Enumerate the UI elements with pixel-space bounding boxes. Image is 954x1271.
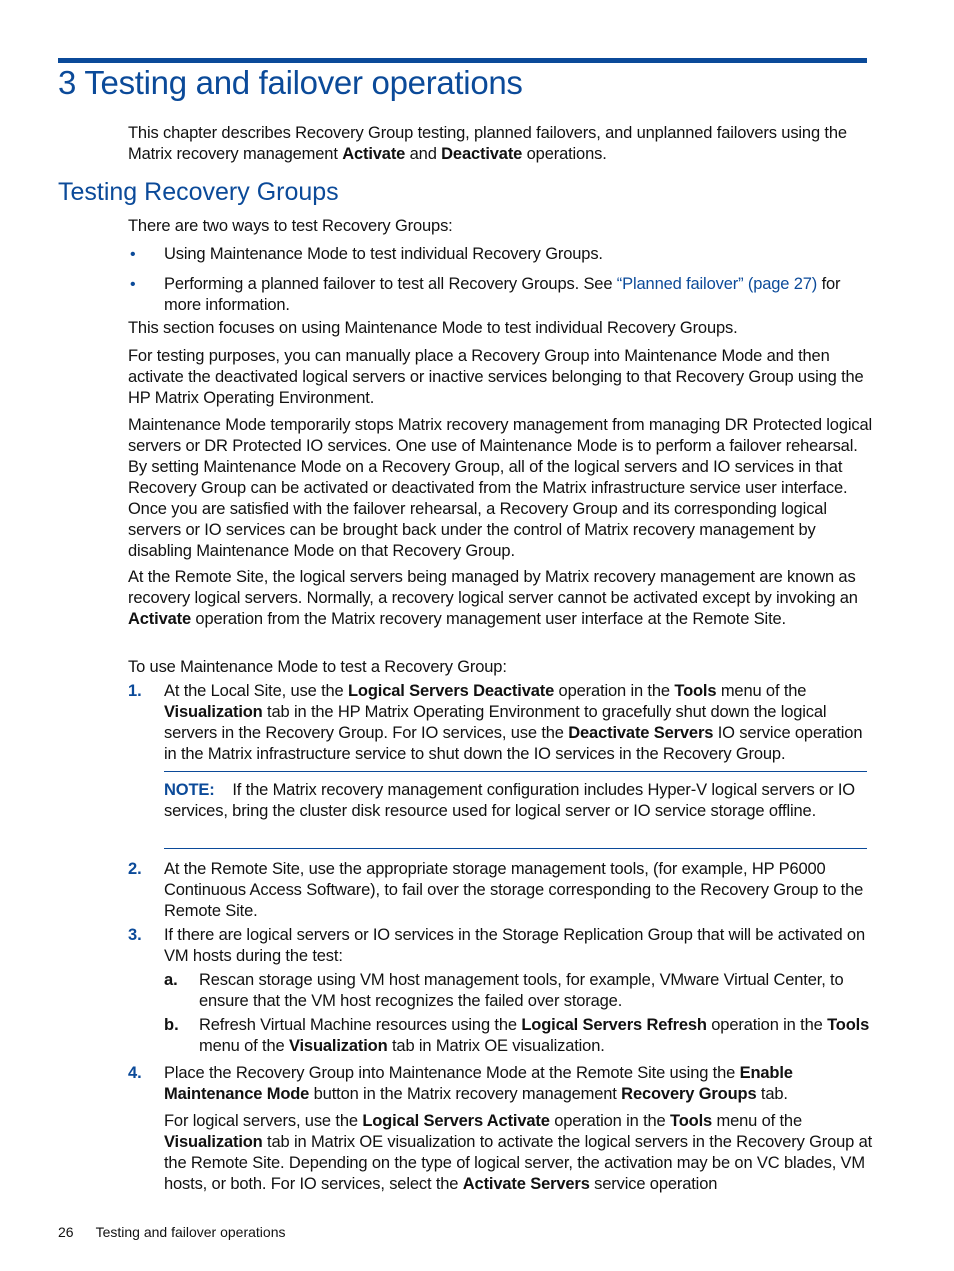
note-text: If the Matrix recovery management configuration includes Hyper-V logical servers or IO services, bring the cluster disk resource used for logical server or IO service storage offline. [164,781,855,820]
ways-intro: There are two ways to test Recovery Groups: [128,217,453,235]
page-number: 26 [58,1224,74,1240]
substep-label: a. [164,971,178,989]
bullet-item-2: Performing a planned failover to test all Recovery Groups. See “Planned failover” (page 27) for more information. [164,275,841,314]
bullet-item-1: Using Maintenance Mode to test individual Recovery Groups. [164,245,603,263]
section-title: Testing Recovery Groups [58,178,339,206]
substep-label: b. [164,1016,179,1034]
maintenance-mode-paragraph: Maintenance Mode temporarily stops Matrix recovery management from managing DR Protected logical servers or DR Protected IO services. One use of Maintenance Mode is to perform a failover rehearsal. By setting Maintenance Mode on a Recovery Group, all of the logical servers and IO services in that Recovery Group can be activated or deactivated from the Matrix infrastructure service user interface. Once you are satisfied with the failover rehearsal, a Recovery Group and its corresponding logical servers or IO services can be brought back under the control of Matrix recovery management by disabling Maintenance Mode on that Recovery Group. [128,416,873,560]
note-box [164,780,874,822]
focus-paragraph: This section focuses on using Maintenance Mode to test individual Recovery Groups. [128,319,738,337]
step-3-text: If there are logical servers or IO services in the Storage Replication Group that will be activated on VM hosts during the test: [164,926,865,965]
step-4-text: Place the Recovery Group into Maintenance Mode at the Remote Site using the Enable Maintenance Mode button in the Matrix recovery management Recovery Groups tab. [164,1064,793,1103]
intro-paragraph: This chapter describes Recovery Group testing, planned failovers, and unplanned failovers using the Matrix recovery management Activate and Deactivate operations. [128,124,847,163]
testing-purposes-paragraph: For testing purposes, you can manually place a Recovery Group into Maintenance Mode and then activate the deactivated logical servers or inactive services belonging to that Recovery Group using the HP Matrix Operating Environment. [128,347,864,407]
footer-title: Testing and failover operations [95,1224,286,1240]
page-footer [58,1223,307,1241]
substep-a-text: Rescan storage using VM host management tools, for example, VMware Virtual Center, to ensure that the VM host recognizes the failed over storage. [199,971,844,1010]
step-number: 2. [128,860,142,878]
note-bottom-rule [164,848,867,849]
note-label: NOTE: [164,781,215,799]
chapter-title: 3 Testing and failover operations [58,64,523,101]
bullet-icon: • [130,246,136,263]
step-1-text: At the Local Site, use the Logical Servers Deactivate operation in the Tools menu of the Visualization tab in the HP Matrix Operating Environment to gracefully shut down the logical servers in the Recovery Group. For IO services, use the Deactivate Servers IO service operation in the Matrix infrastructure service to shut down the IO services in the Recovery Group. [164,682,863,763]
step-number: 3. [128,926,142,944]
planned-failover-link[interactable]: “Planned failover” (page 27) [616,275,818,293]
bullet-icon: • [130,276,136,293]
substep-b-text: Refresh Virtual Machine resources using the Logical Servers Refresh operation in the Tools menu of the Visualization tab in Matrix OE visualization. [199,1016,870,1055]
header-rule [58,58,867,63]
step-2-text: At the Remote Site, use the appropriate storage management tools, (for example, HP P6000 Continuous Access Software), to fail over the storage corresponding to the Recovery Group to the Remote Site. [164,860,864,920]
remote-site-paragraph: At the Remote Site, the logical servers being managed by Matrix recovery management are known as recovery logical servers. Normally, a recovery logical server cannot be activated except by invoking an Activate operation from the Matrix recovery management user interface at the Remote Site. [128,568,858,628]
step-4-continuation: For logical servers, use the Logical Servers Activate operation in the Tools menu of the Visualization tab in Matrix OE visualization to activate the logical servers in the Recovery Group at the Remote Site. Depending on the type of logical server, the activation may be on VC blades, VM hosts, or both. For IO services, select the Activate Servers service operation [164,1112,873,1193]
step-number: 1. [128,682,142,700]
step-number: 4. [128,1064,142,1082]
to-use-paragraph: To use Maintenance Mode to test a Recovery Group: [128,658,507,676]
note-top-rule [164,771,867,772]
